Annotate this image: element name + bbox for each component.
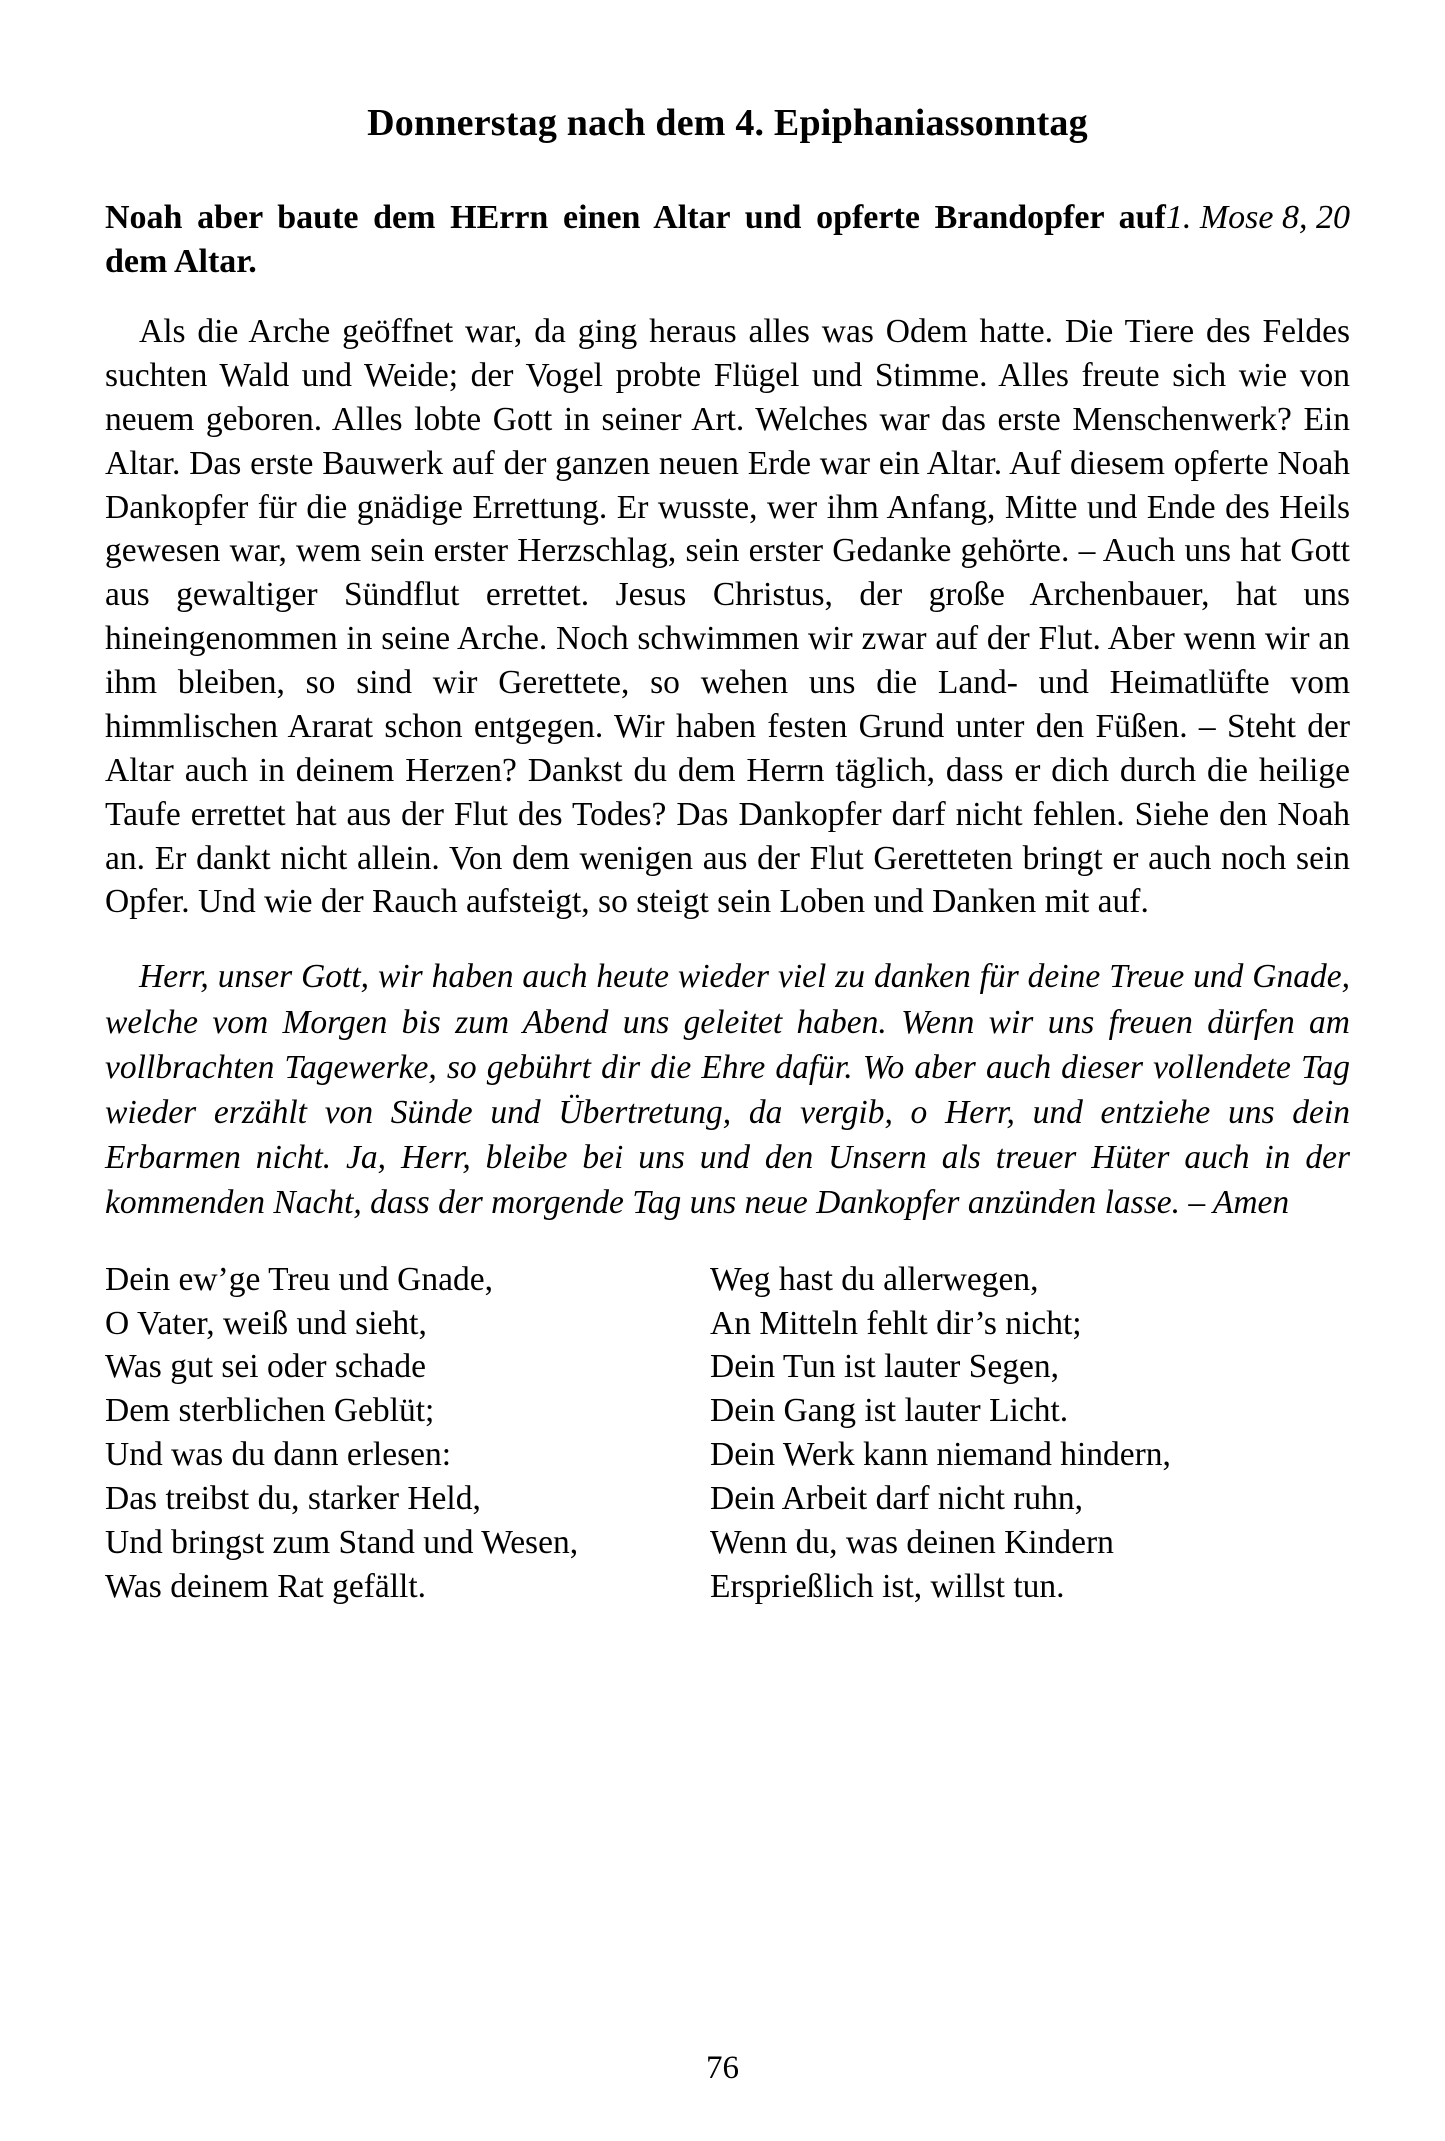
page-title: Donnerstag nach dem 4. Epiphaniassonntag — [367, 102, 1088, 144]
hymn-line: Dem sterblichen Geblüt; — [105, 1392, 435, 1430]
hymn-stanzas — [105, 1258, 1350, 1609]
bible-verse-text: Noah aber baute dem HErrn einen Altar und opferte Brandopfer auf dem Altar. — [105, 198, 1166, 280]
bible-verse-reference: 1. Mose 8, 20 — [1165, 198, 1350, 236]
hymn-line: Dein Tun ist lauter Segen, — [710, 1348, 1059, 1386]
hymn-line: Dein Werk kann niemand hindern, — [710, 1436, 1171, 1474]
hymn-line: Wenn du, was deinen Kindern — [710, 1523, 1114, 1561]
hymn-line: Was deinem Rat gefällt. — [105, 1567, 427, 1605]
hymn-column-right — [710, 1258, 1350, 1609]
hymn-column-left — [105, 1258, 710, 1609]
devotion-paragraph: Als die Arche geöffnet war, da ging heraus alles was Odem hatte. Die Tiere des Feldes suchten Wald und Weide; der Vogel probte Flügel und Stimme. Alles freute sich wie von neuem geboren. Alles lobte Gott in seiner Art. Welches war das erste Menschenwerk? Ein Altar. Das erste Bauwerk auf der ganzen neuen Erde war ein Altar. Auf diesem opferte Noah Dankopfer für die gnädige Errettung. Er wusste, wer ihm Anfang, Mitte und Ende des Heils gewesen war, wem sein erster Herzschlag, sein erster Gedanke gehörte. – Auch uns hat Gott aus gewaltiger Sündflut errettet. Jesus Christus, der große Archenbauer, hat uns hineingenommen in seine Arche. Noch schwimmen wir zwar auf der Flut. Aber wenn wir an ihm bleiben, so sind wir Gerettete, so wehen uns die Land- und Heimatlüfte vom himmlischen Ararat schon entgegen. Wir haben festen Grund unter den Füßen. – Steht der Altar auch in deinem Herzen? Dankst du dem Herrn täglich, dass er dich durch die heilige Taufe errettet hat aus der Flut des Todes? Das Dankopfer darf nicht fehlen. Siehe den Noah an. Er dankt nicht allein. Von dem wenigen aus der Flut Geretteten bringt er auch noch sein Opfer. Und wie der Rauch aufsteigt, so steigt sein Loben und Danken mit auf. — [105, 313, 1350, 921]
hymn-line: Das treibst du, starker Held, — [105, 1480, 481, 1517]
hymn-line: Was gut sei oder schade — [105, 1348, 427, 1386]
hymn-line: O Vater, weiß und sieht, — [105, 1304, 427, 1342]
page-number: 76 — [706, 2050, 739, 2086]
hymn-line: Dein ew’ge Treu und Gnade, — [105, 1260, 493, 1298]
bible-verse — [105, 196, 1350, 284]
prayer-paragraph: Herr, unser Gott, wir haben auch heute wieder viel zu danken für deine Treue und Gnade, welche vom Morgen bis zum Abend uns geleitet haben. Wenn wir uns freuen dürfen am vollbrachten Tagewerke, so gebührt dir die Ehre dafür. Wo aber auch dieser vollendete Tag wieder erzählt von Sünde und Übertretung, da vergib, o Herr, und entziehe uns dein Erbarmen nicht. Ja, Herr, bleibe bei uns und den Unsern als treuer Hüter auch in der kommenden Nacht, dass der morgende Tag uns neue Dankopfer anzünden lasse. – Amen — [105, 958, 1350, 1222]
hymn-line: Ersprießlich ist, willst tun. — [710, 1567, 1065, 1605]
hymn-line: Dein Arbeit darf nicht ruhn, — [710, 1480, 1084, 1517]
hymn-line: Dein Gang ist lauter Licht. — [710, 1392, 1069, 1430]
hymn-line: Weg hast du allerwegen, — [710, 1260, 1039, 1298]
hymn-line: An Mitteln fehlt dir’s nicht; — [710, 1304, 1082, 1342]
hymn-line: Und was du dann erlesen: — [105, 1436, 452, 1474]
hymn-line: Und bringst zum Stand und Wesen, — [105, 1523, 579, 1561]
